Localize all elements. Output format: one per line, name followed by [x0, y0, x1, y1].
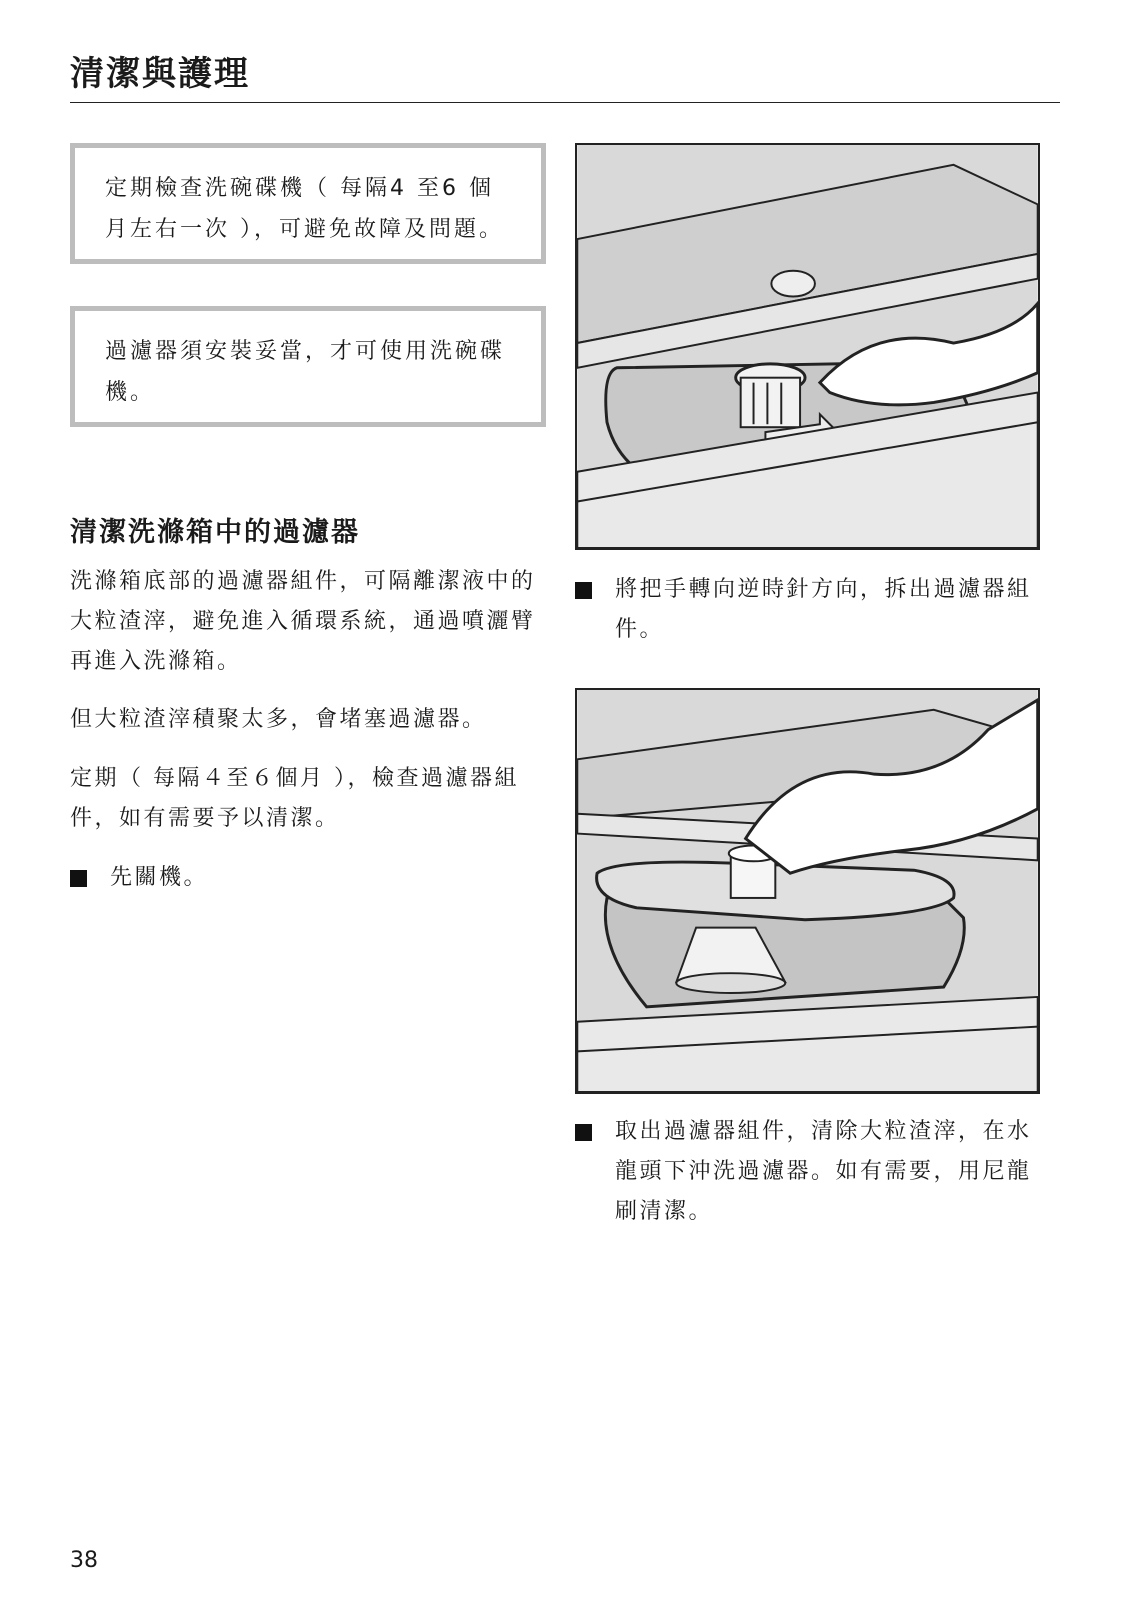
filter-warning-text: 過濾器須安裝妥當，才可使用洗碗碟機。: [105, 339, 506, 405]
section-paragraph-filter-purpose: 洗滌箱底部的過濾器組件，可隔離潔液中的大粒渣滓，避免進入循環系統，通過噴灑臂再進入洗滌箱。: [70, 569, 536, 674]
bullet-square-icon: [575, 1124, 592, 1141]
section-heading: 清潔洗滌箱中的過濾器: [70, 517, 360, 548]
step-unscrew-filter: [575, 570, 1043, 650]
filter-unscrew-illustration: [575, 143, 1040, 550]
maintenance-note-text: 定期檢查洗碗碟機（ 每隔4 至6 個月左右一次 ），可避免故障及問題。: [105, 176, 504, 242]
bullet-square-icon: [70, 870, 87, 887]
step-clean-filter: [575, 1112, 1043, 1232]
title-divider: [70, 102, 1060, 103]
step-unscrew-filter-text: 將把手轉向逆時針方向，拆出過濾器組件。: [615, 577, 1032, 642]
filter-warning-box: [70, 306, 546, 427]
filter-remove-illustration: [575, 688, 1040, 1094]
maintenance-note-box: [70, 143, 546, 264]
section-paragraph-inspection: 定期（ 每隔４至６個月 ），檢查過濾器組件，如有需要予以清潔。: [70, 766, 519, 831]
page-number: 38: [70, 1548, 98, 1573]
step-switch-off-text: 先關機。: [110, 865, 209, 890]
step-clean-filter-text: 取出過濾器組件，清除大粒渣滓，在水龍頭下沖洗過濾器。如有需要，用尼龍刷清潔。: [615, 1119, 1032, 1224]
bullet-square-icon: [575, 582, 592, 599]
filter-unscrew-svg: [577, 145, 1038, 548]
section-paragraph-clogging: 但大粒渣滓積聚太多，會堵塞過濾器。: [70, 707, 487, 732]
filter-remove-svg: [577, 690, 1038, 1092]
step-switch-off: [70, 858, 550, 898]
page-title: 清潔與護理: [70, 54, 250, 94]
